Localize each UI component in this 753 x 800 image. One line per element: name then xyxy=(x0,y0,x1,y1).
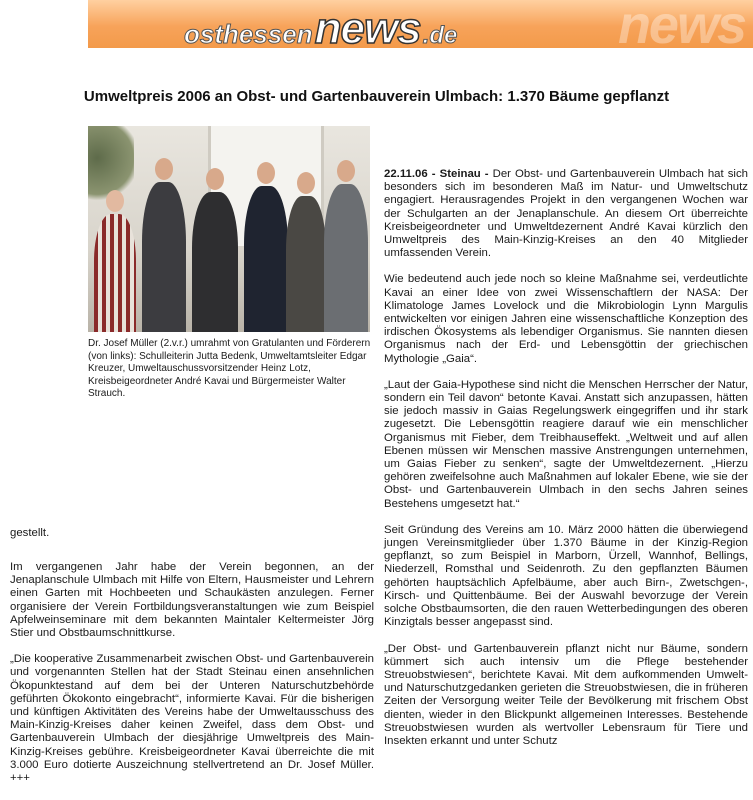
logo-part-domain: .de xyxy=(422,22,458,48)
paragraph-4: Seit Gründung des Vereins am 10. März 2000 hätten die überwiegend jungen Vereinsmitglieder über 1.370 Bäume in der Kinzig-Region gepflanzt, so zum Beispiel in Marborn, Ürzell, Wannhof, Bellings, Niederzell, Romsthal und Seidenroth. Zu den gepflanzten Bäumen gehörten hauptsächlich Apfelbäume, aber auch Birn-, Zwetschgen-, Kirsch- und Quittenbäume. Bei der Auswahl bevorzuge der Verein solche Obstbaumsorten, die den rauen Wetterbedingungen des oberen Kinzigtals besser angepasst sind. xyxy=(384,523,748,629)
masthead-ghost-text: news xyxy=(617,0,745,48)
article-right-column xyxy=(384,168,748,761)
logo-part-osthessen: osthessen xyxy=(184,19,313,48)
paragraph-2: Wie bedeutend auch jede noch so kleine Maßnahme sei, verdeutlichte Kavai an einer Idee von zwei Wissenschaftlern der NASA: Der Klimatologe James Lovelock und die Mikrobiologin Lynn Margulis entwickelten vor einigen Jahren eine wissenschaftliche Konzeption des irdischen Ökosystems als lebendiger Organismus. Sie nannten diesen Organismus nach der Erd- und Lebensgöttin der griechischen Mythologie „Gaia“. xyxy=(384,273,748,365)
dateline: 22.11.06 - Steinau - xyxy=(384,168,489,180)
photo-person-1 xyxy=(94,214,136,332)
photo-person-5 xyxy=(286,196,326,332)
paragraph-1-text: Der Obst- und Gartenbauverein Ulmbach hat sich besonders sich im besonderen Maß im Natur- und Umweltschutz engagiert. Herausragendes Projekt in den vergangenen Wochen war der Schulgarten an der Jenaplanschule. An diesem Ort überreichte Kreisbeigeordneter und Umweltdezernent André Kavai kürzlich den Umweltpreis des Main-Kinzig-Kreises an den 40 Mitglieder umfassenden Verein. xyxy=(384,168,748,260)
masthead-banner xyxy=(88,0,753,48)
photo-person-3 xyxy=(192,192,238,332)
photo-person-4 xyxy=(244,186,288,332)
site-logo[interactable] xyxy=(184,4,457,48)
article-left-column xyxy=(10,561,374,798)
photo-person-2 xyxy=(142,182,186,332)
paragraph-lead xyxy=(384,168,748,260)
paragraph-7: „Die kooperative Zusammenarbeit zwischen Obst- und Gartenbauverein und vorgenannten Stellen hat der Stadt Steinau einen ansehnlichen Ökopunktestand auf dem bei der Unteren Naturschutzbehörde geführten Ökokonto eingebracht“, informierte Kavai. Für die bisherigen und künftigen Aktivitäten des Vereins habe der Umweltausschuss des Main-Kinzig-Kreises daher keinen Zweifel, dass dem Obst- und Gartenbauverein Ulmbach der diesjährige Umweltpreis des Main-Kinzig-Kreises gebühre. Kreisbeigeordneter Kavai überreichte die mit 3.000 Euro dotierte Auszeichnung stellvertretend an Dr. Josef Müller. +++ xyxy=(10,653,374,785)
logo-part-news: news xyxy=(314,4,421,48)
photo-caption: Dr. Josef Müller (2.v.r.) umrahmt von Gratulanten und Förderern (von links): Schulleiterin Jutta Bedenk, Umweltamtsleiter Edgar Kreuzer, Umweltauschussvorsitzender Heinz Lotz, Kreisbeigeordneter André Kavai und Bürgermeister Walter Strauch. xyxy=(88,338,371,400)
paragraph-3: „Laut der Gaia-Hypothese sind nicht die Menschen Herrscher der Natur, sondern ein Teil davon“ betonte Kavai. Anstatt sich anzupassen, hätten sie jedoch massiv in Gaias Regelungswerk eingegriffen und ihr stark zugesetzt. Die Lebensgöttin reagiere darauf wie ein menschlicher Organismus mit Fieber, dem Treibhauseffekt. „Weltweit und auf allen Ebenen müssen wir Menschen massive Anstrengungen unternehmen, um Gaias Fieber zu senken“, sagte der Umweltdezernent. „Hierzu gehören zweifelsohne auch Maßnahmen auf lokaler Ebene, wie sie der Obst- und Gartenbauverein Ulmbach in den sechs Jahren seines Bestehens umgesetzt hat.“ xyxy=(384,378,748,510)
continuation-stub: gestellt. xyxy=(10,527,50,539)
photo-person-6 xyxy=(324,184,368,332)
paragraph-6: Im vergangenen Jahr habe der Verein begonnen, an der Jenaplanschule Ulmbach mit Hilfe von Eltern, Hausmeister und Lehrern einen Garten mit Hochbeeten und Schaukästen anzulegen. Ferner organisiere der Verein Fortbildungsveranstaltungen wie zum Beispiel Apfelweinseminare mit dem bekannten Maintaler Keltermeister Jörg Stier und Obstbaumschnittkurse. xyxy=(10,561,374,640)
paragraph-5: „Der Obst- und Gartenbauverein pflanzt nicht nur Bäume, sondern kümmert sich auch intensiv um die Pflege bestehender Streuobstwiesen“, berichtete Kavai. Mit dem aufkommenden Umwelt- und Naturschutzgedanken gerieten die Streuobstwiesen, die in früheren Zeiten der Versorgung weiter Teile der Bevölkerung mit frischem Obst dienten, wieder in den Blickpunkt allgemeinen Interesses. Bestehende Streuobstwiesen wurden als wertvoller Lebensraum für Tiere und Insekten erkannt und unter Schutz xyxy=(384,642,748,747)
article-photo xyxy=(88,126,370,332)
article-headline: Umweltpreis 2006 an Obst- und Gartenbauverein Ulmbach: 1.370 Bäume gepflanzt xyxy=(83,88,670,105)
